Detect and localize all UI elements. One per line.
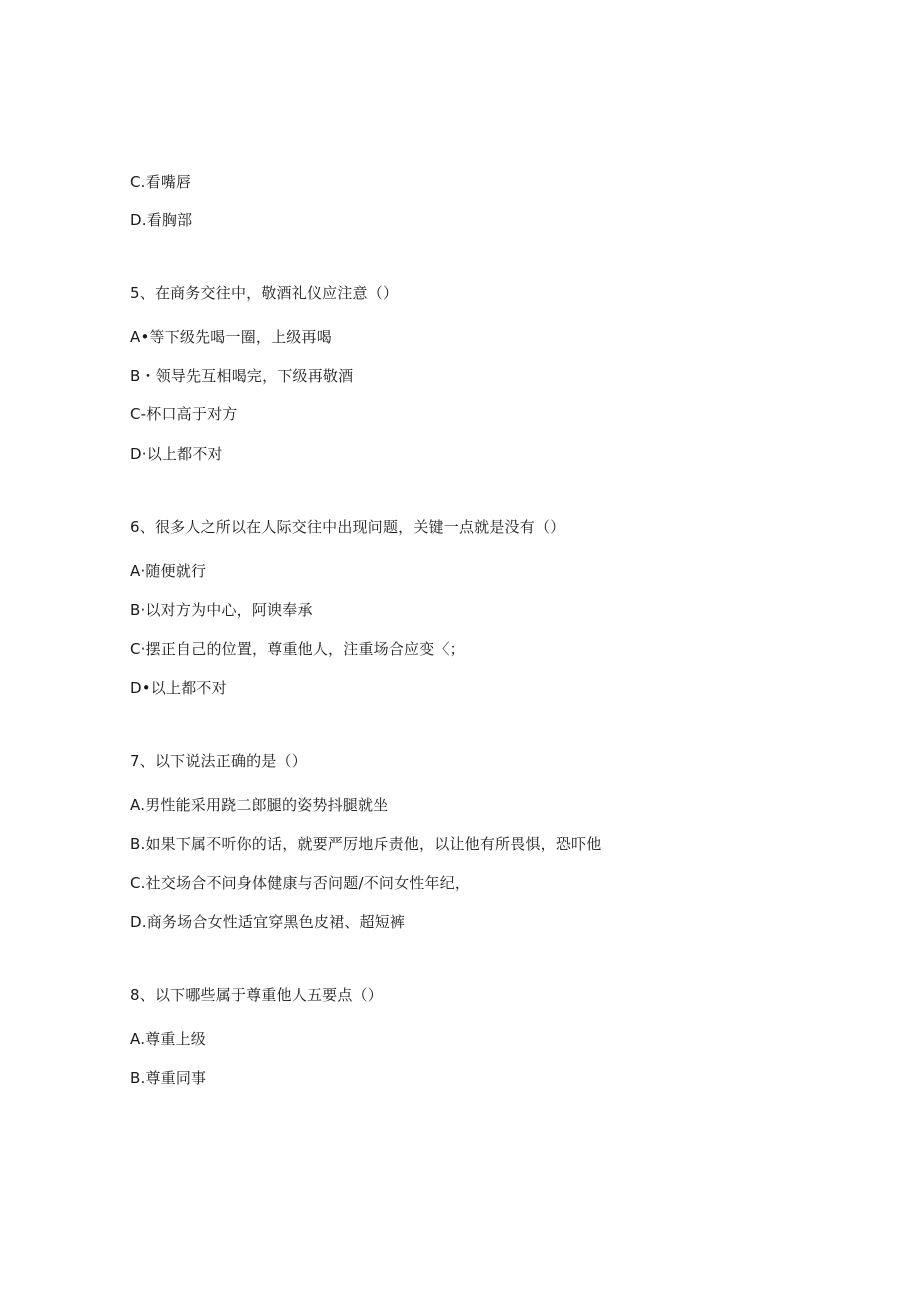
question-6-option-d: D•以上都不对	[130, 679, 227, 697]
question-5-option-d: D·以上都不对	[130, 445, 223, 463]
question-7-option-d: D.商务场合女性适宜穿黑色皮裙、超短裤	[130, 913, 406, 931]
question-8-option-a: A.尊重上级	[130, 1030, 206, 1048]
option-c: C.看嘴唇	[130, 173, 192, 191]
question-5-stem: 5、在商务交往中，敬酒礼仪应注意（）	[130, 284, 399, 302]
option-d: D.看胸部	[130, 211, 193, 229]
question-6-option-c: C·摆正自己的位置，尊重他人，注重场合应变〈；	[130, 640, 465, 658]
question-5-option-b: B・领导先互相喝完，下级再敬酒	[130, 367, 354, 385]
question-5-option-a: A•等下级先喝一圈，上级再喝	[130, 328, 332, 346]
question-8-option-b: B.尊重同事	[130, 1069, 207, 1087]
question-6-option-b: B·以对方为中心，阿谀奉承	[130, 601, 313, 619]
question-7-option-a: A.男性能采用跷二郎腿的姿势抖腿就坐	[130, 796, 389, 814]
question-6-option-a: A·随便就行	[130, 562, 207, 580]
question-6-stem: 6、很多人之所以在人际交往中出现问题，关键一点就是没有（）	[130, 518, 566, 536]
question-7-option-b: B.如果下属不听你的话，就要严厉地斥责他，以让他有所畏惧，恐吓他	[130, 835, 602, 853]
question-8-stem: 8、以下哪些属于尊重他人五要点（）	[130, 986, 383, 1004]
question-5-option-c: C-杯口高于对方	[130, 405, 238, 423]
question-7-stem: 7、以下说法正确的是（）	[130, 752, 307, 770]
question-7-option-c: C.社交场合不问身体健康与否问题/不问女性年纪，	[130, 874, 471, 892]
